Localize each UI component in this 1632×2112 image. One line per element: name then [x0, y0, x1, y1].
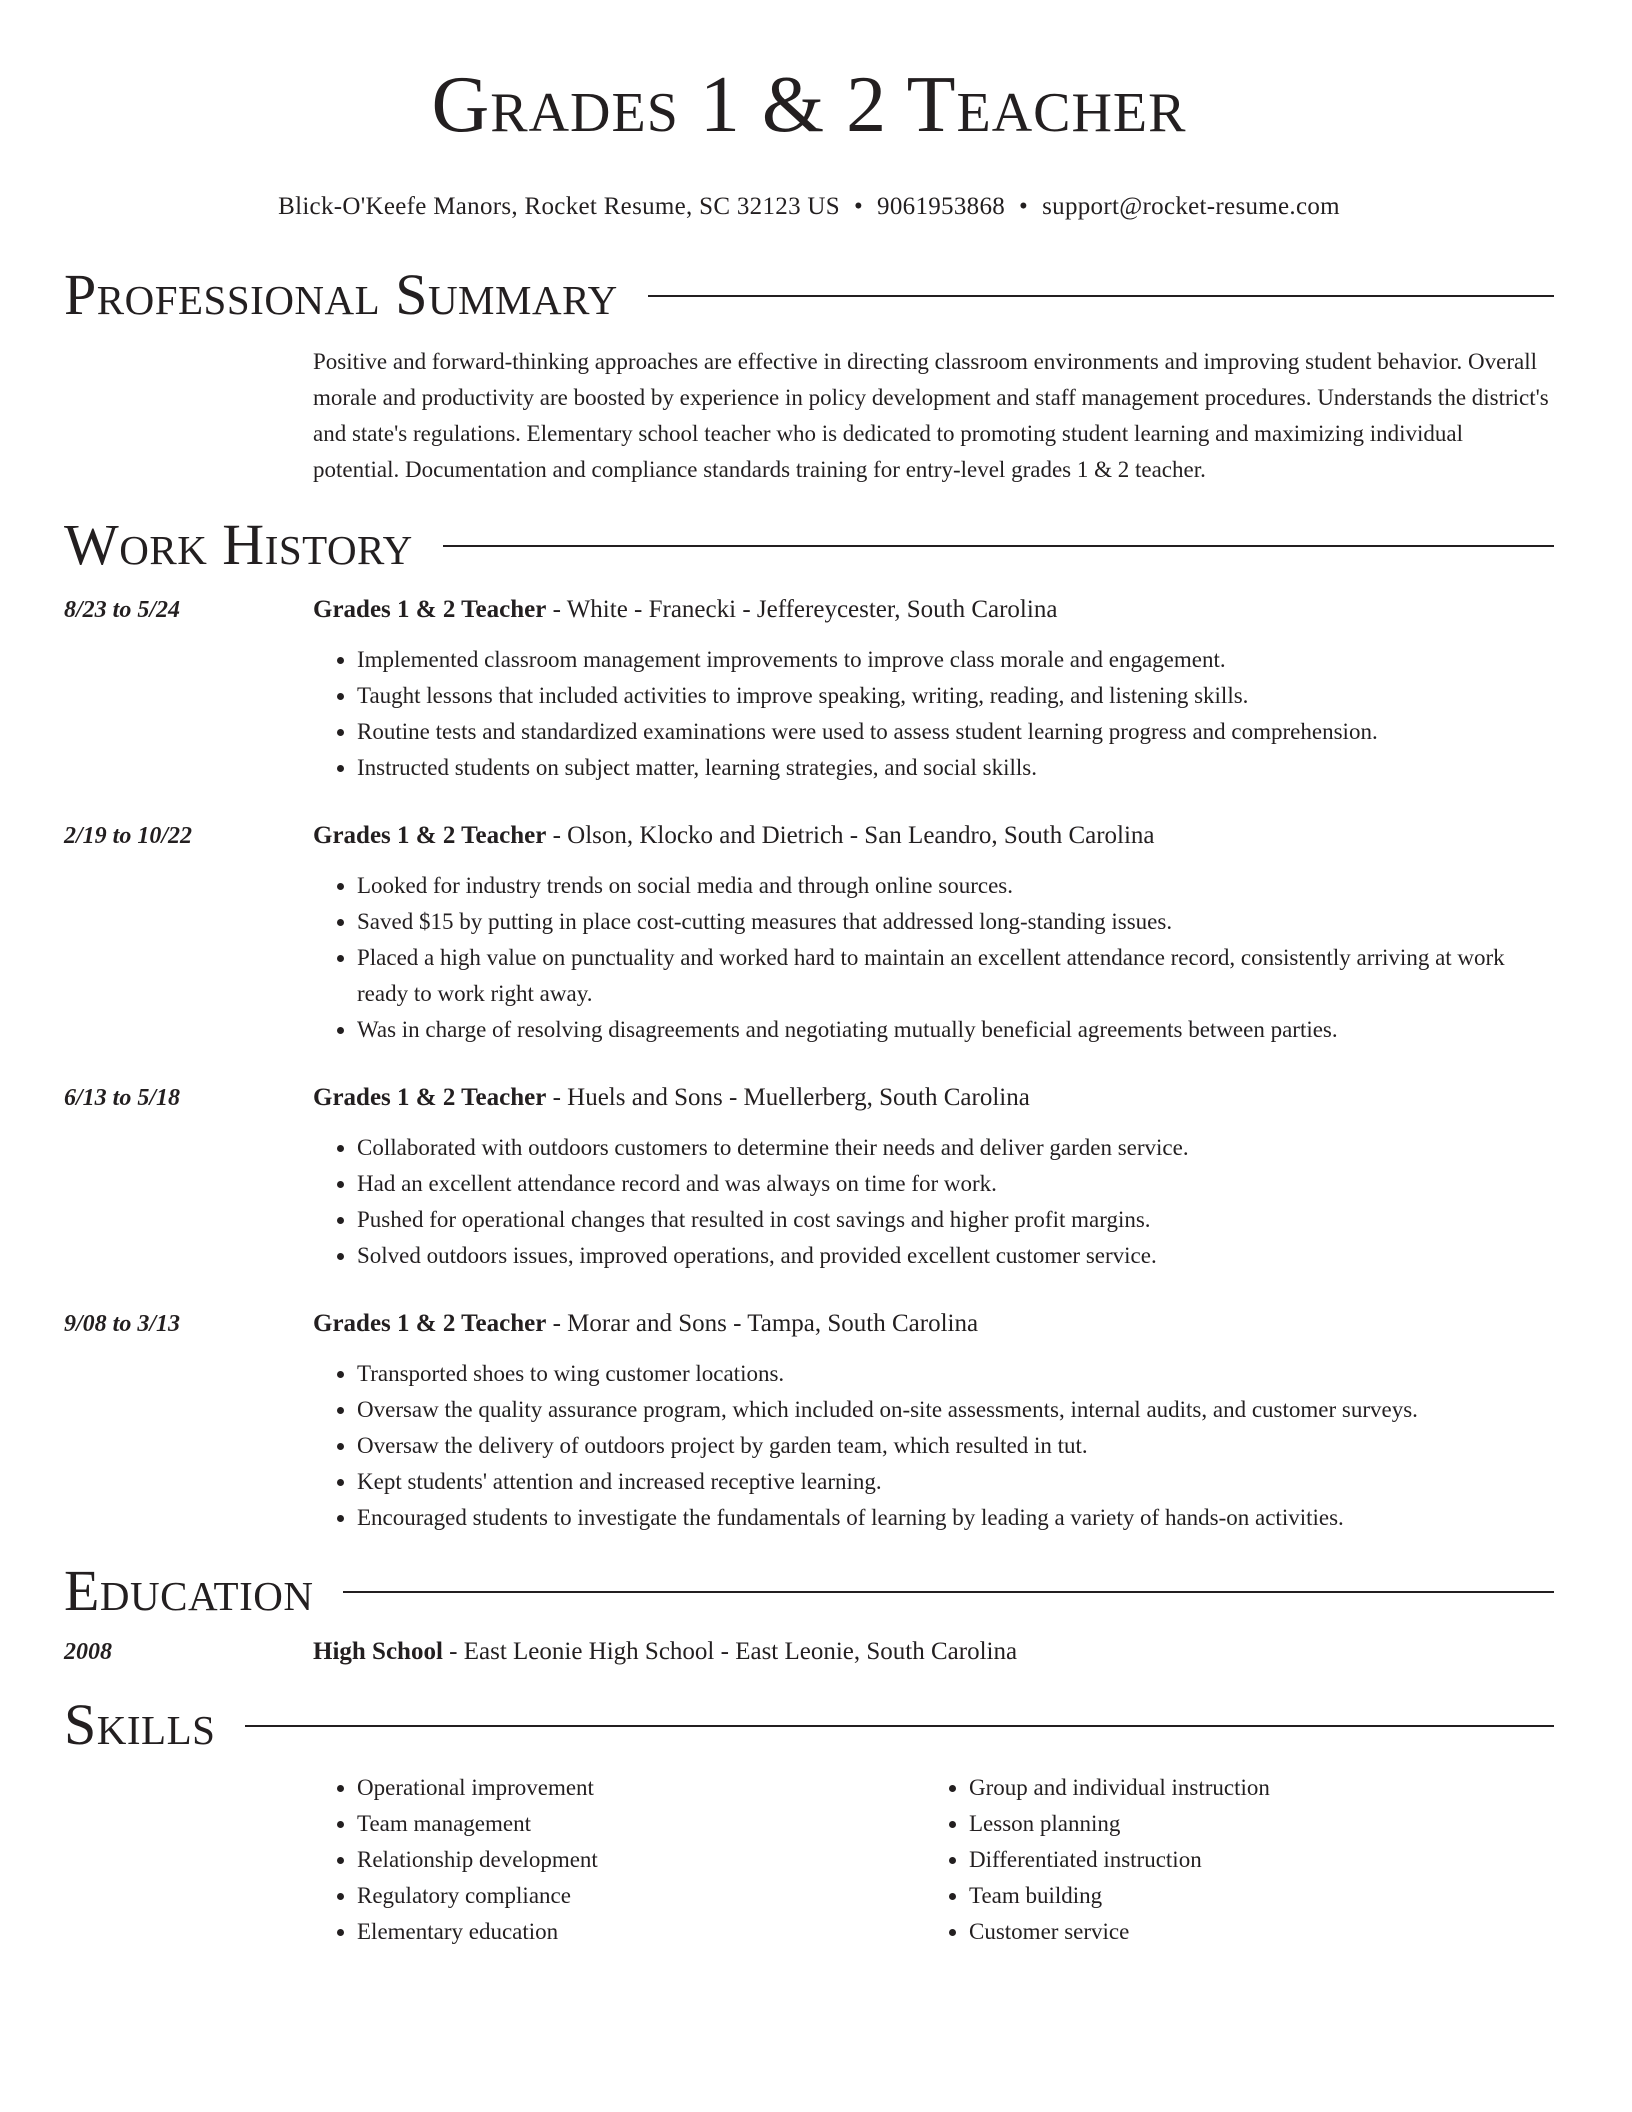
education-school: - East Leonie High School - East Leonie, South Carolina	[442, 1638, 1018, 1665]
list-item: • Saved $15 by putting in place cost-cutting measures that addressed long-standing issues.	[357, 904, 1554, 940]
list-item: • Taught lessons that included activities to improve speaking, writing, reading, and listening skills.	[357, 678, 1554, 714]
contact-phone: 9061953868	[877, 193, 1006, 220]
job-employer: - Huels and Sons - Muellerberg, South Carolina	[546, 1084, 1030, 1111]
skill-item: • Lesson planning	[969, 1806, 1537, 1842]
summary-text: Positive and forward-thinking approaches are effective in directing classroom environments and improving student behavior. Overall morale and productivity are boosted by experience in policy development and staff management procedures. Understands the district's and state's regulations. Elementary school teacher who is dedicated to promoting student learning and maximizing individual potential. Documentation and compliance standards training for entry-level grades 1 & 2 teacher.	[313, 349, 1549, 482]
education-entry	[64, 1634, 1554, 1670]
list-item: • Placed a high value on punctuality and worked hard to maintain an excellent attendance record, consistently arriving at work ready to work right away.	[357, 940, 1554, 1012]
work-heading: Work History	[64, 512, 413, 577]
skills-columns	[313, 1770, 1554, 1950]
work-bullets	[313, 1356, 1554, 1536]
contact-separator: •	[1019, 193, 1029, 220]
list-item: • Routine tests and standardized examinations were used to assess student learning progress and comprehension.	[357, 714, 1554, 750]
work-title-line	[313, 1080, 1554, 1116]
work-dates: 2/19 to 10/22	[64, 823, 193, 849]
work-dates: 6/13 to 5/18	[64, 1085, 181, 1111]
list-item: • Pushed for operational changes that resulted in cost savings and higher profit margins.	[357, 1202, 1554, 1238]
skill-item: • Group and individual instruction	[969, 1770, 1537, 1806]
list-item: • Oversaw the quality assurance program, which included on-site assessments, internal audits, and customer surveys.	[357, 1392, 1554, 1428]
list-item: • Had an excellent attendance record and was always on time for work.	[357, 1166, 1554, 1202]
work-entries	[64, 592, 1554, 1536]
skill-item: • Differentiated instruction	[969, 1842, 1537, 1878]
work-entry	[64, 818, 1554, 1048]
section-divider	[648, 295, 1554, 297]
education-title-line	[313, 1634, 1554, 1670]
list-item: • Transported shoes to wing customer locations.	[357, 1356, 1554, 1392]
skill-item: • Elementary education	[357, 1914, 925, 1950]
list-item: • Kept students' attention and increased receptive learning.	[357, 1464, 1554, 1500]
education-section-header	[64, 1558, 1554, 1624]
work-title-line	[313, 1306, 1554, 1342]
job-title: Grades 1 & 2 Teacher	[313, 1310, 547, 1337]
contact-line	[64, 192, 1554, 222]
contact-address: Blick-O'Keefe Manors, Rocket Resume, SC 32123 US	[278, 193, 840, 220]
job-title: Grades 1 & 2 Teacher	[313, 596, 547, 623]
work-section-header	[64, 512, 1554, 578]
work-dates: 8/23 to 5/24	[64, 597, 181, 623]
section-divider	[443, 545, 1554, 547]
work-entry	[64, 1080, 1554, 1274]
skill-item: • Team building	[969, 1878, 1537, 1914]
education-year: 2008	[64, 1639, 112, 1665]
skills-list-right	[925, 1770, 1537, 1950]
work-dates: 9/08 to 3/13	[64, 1311, 181, 1337]
skill-item: • Team management	[357, 1806, 925, 1842]
list-item: • Oversaw the delivery of outdoors project by garden team, which resulted in tut.	[357, 1428, 1554, 1464]
skill-item: • Regulatory compliance	[357, 1878, 925, 1914]
work-title-line	[313, 818, 1554, 854]
job-employer: - Morar and Sons - Tampa, South Carolina	[546, 1310, 979, 1337]
list-item: • Looked for industry trends on social media and through online sources.	[357, 868, 1554, 904]
contact-email: support@rocket-resume.com	[1042, 193, 1340, 220]
section-divider	[343, 1591, 1554, 1593]
work-entry	[64, 1306, 1554, 1536]
summary-heading: Professional Summary	[64, 262, 618, 327]
work-bullets	[313, 642, 1554, 786]
list-item: • Encouraged students to investigate the fundamentals of learning by leading a variety of hands-on activities.	[357, 1500, 1554, 1536]
contact-separator: •	[853, 193, 864, 220]
job-title: Grades 1 & 2 Teacher	[313, 822, 547, 849]
job-employer: - White - Franecki - Jeffereycester, South Carolina	[546, 596, 1058, 623]
resume-page	[64, 0, 1554, 1950]
job-employer: - Olson, Klocko and Dietrich - San Leandro, South Carolina	[546, 822, 1155, 849]
skill-item: • Relationship development	[357, 1842, 925, 1878]
list-item: • Instructed students on subject matter, learning strategies, and social skills.	[357, 750, 1554, 786]
summary-section-header	[64, 262, 1554, 328]
skill-item: • Customer service	[969, 1914, 1537, 1950]
education-heading: Education	[64, 1558, 314, 1623]
work-bullets	[313, 868, 1554, 1048]
education-degree: High School	[313, 1638, 443, 1665]
skills-list-left	[313, 1770, 925, 1950]
work-title-line	[313, 592, 1554, 628]
job-title: Grades 1 & 2 Teacher	[313, 1084, 547, 1111]
list-item: • Collaborated with outdoors customers to determine their needs and deliver garden service.	[357, 1130, 1554, 1166]
skills-section-header	[64, 1692, 1554, 1758]
work-entry	[64, 592, 1554, 786]
work-bullets	[313, 1130, 1554, 1274]
list-item: • Was in charge of resolving disagreements and negotiating mutually beneficial agreements between parties.	[357, 1012, 1554, 1048]
skills-heading: Skills	[64, 1692, 216, 1757]
list-item: • Solved outdoors issues, improved operations, and provided excellent customer service.	[357, 1238, 1554, 1274]
resume-name: Grades 1 & 2 Teacher	[431, 61, 1187, 149]
skill-item: • Operational improvement	[357, 1770, 925, 1806]
section-divider	[245, 1725, 1554, 1727]
list-item: • Implemented classroom management improvements to improve class morale and engagement.	[357, 642, 1554, 678]
